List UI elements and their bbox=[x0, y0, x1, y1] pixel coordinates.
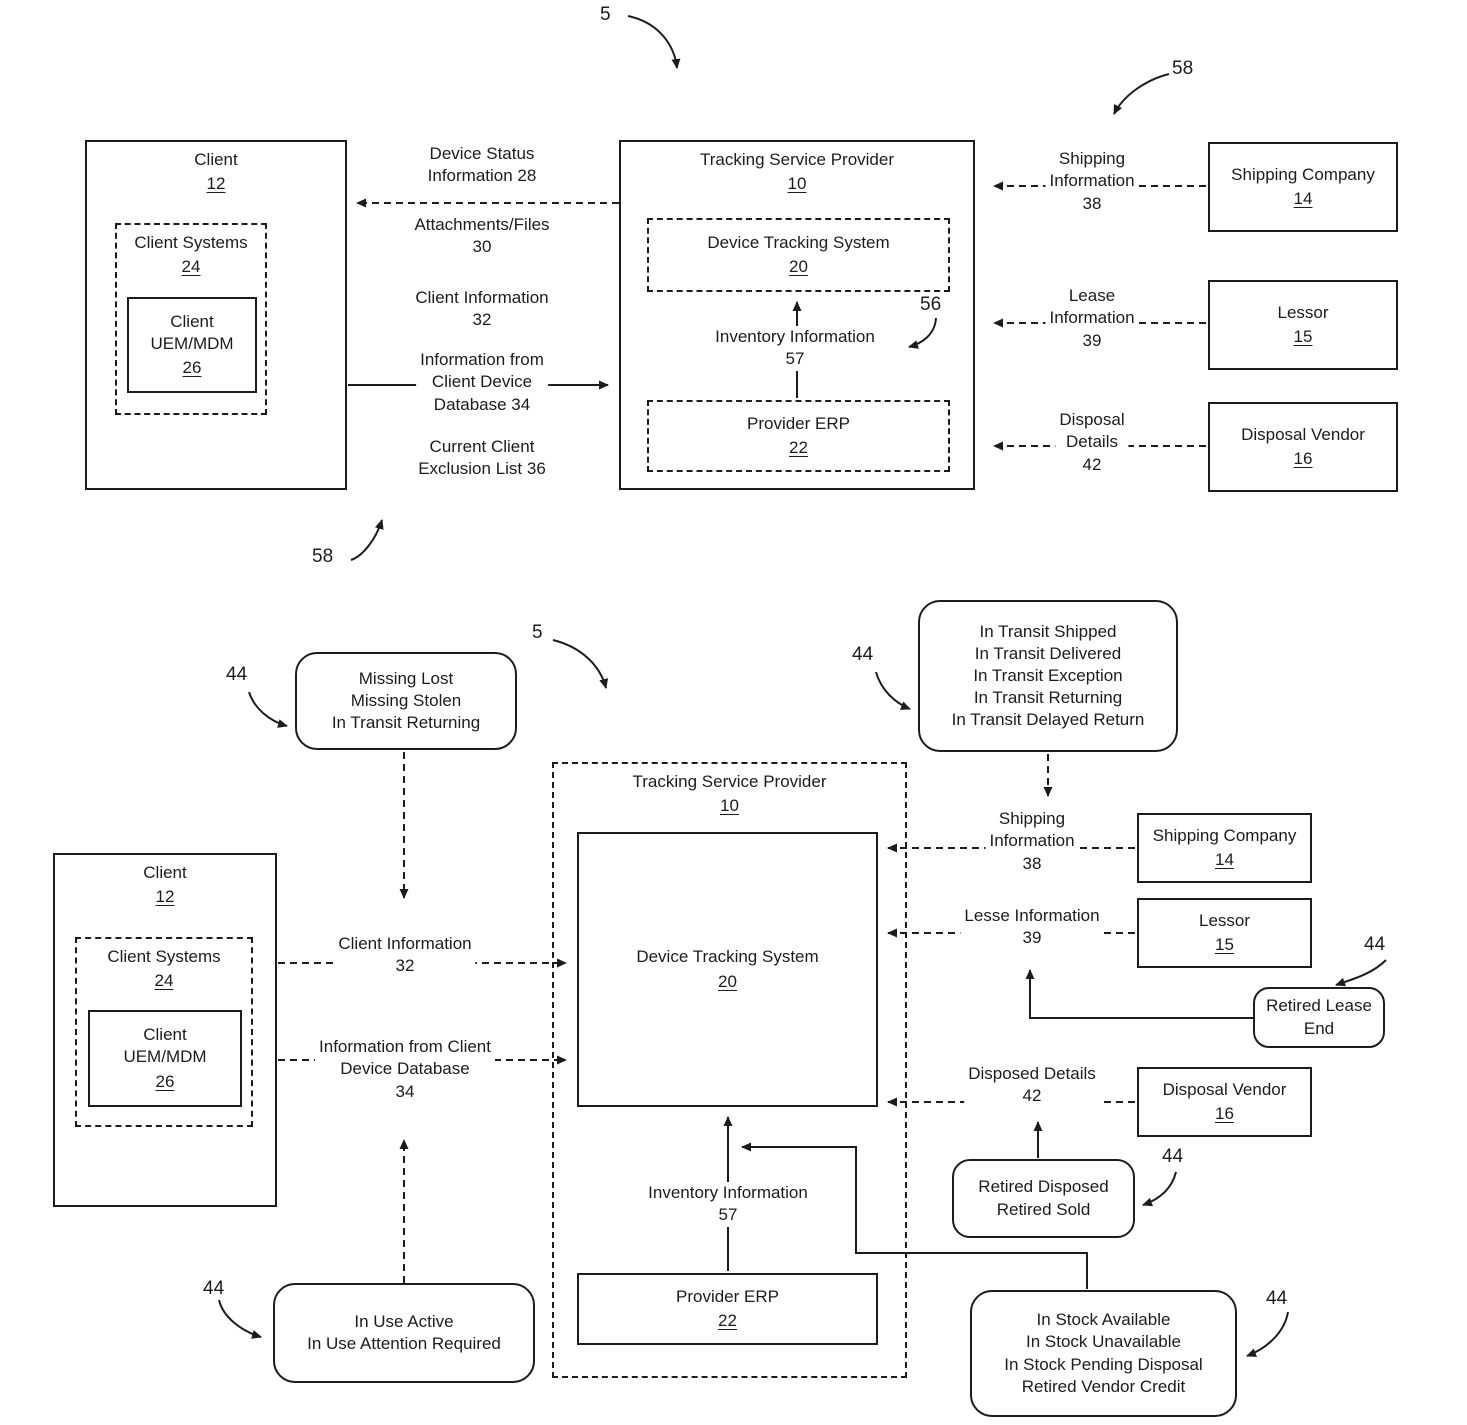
top-disposal-vendor-title: Disposal Vendor bbox=[1241, 424, 1365, 444]
ref-arrow-fig5-top bbox=[628, 16, 677, 68]
label-lease-information-bottom: Lesse Information 39 bbox=[960, 905, 1103, 950]
bottom-shipping-company-title: Shipping Company bbox=[1152, 825, 1297, 845]
top-client-uem-title: Client UEM/MDM bbox=[150, 311, 234, 353]
label-shipping-information-top: Shipping Information 38 bbox=[1045, 148, 1138, 215]
top-lessor-title: Lessor bbox=[1277, 302, 1329, 322]
status-box-retired-disposed-text: Retired Disposed Retired Sold bbox=[978, 1177, 1109, 1219]
ref-arrow-58-top-right bbox=[1114, 74, 1169, 114]
top-client-systems-title: Client Systems bbox=[134, 233, 248, 252]
bottom-client-num: 12 bbox=[155, 887, 175, 907]
bottom-client-systems-num: 24 bbox=[154, 971, 174, 991]
top-client-uem-num: 26 bbox=[182, 358, 202, 378]
ref-arrow-44-in-transit bbox=[876, 672, 910, 709]
ref-arrow-44-retired-lease bbox=[1336, 960, 1386, 985]
ref-58-bottom-left: 58 bbox=[312, 546, 334, 567]
label-client-information-top: Client Information 32 bbox=[415, 288, 549, 330]
label-disposal-details-top: Disposal Details 42 bbox=[1055, 409, 1128, 476]
top-client-systems-num: 24 bbox=[181, 257, 201, 277]
ref-arrow-56 bbox=[909, 318, 936, 347]
status-box-in-transit-text: In Transit Shipped In Transit Delivered In Transit Exception In Transit Returning In Transit Delayed Return bbox=[951, 621, 1145, 730]
status-box-retired-lease bbox=[1253, 987, 1385, 1048]
ref-58-top-right: 58 bbox=[1172, 58, 1194, 79]
bottom-erp-num: 22 bbox=[718, 1311, 737, 1330]
bottom-shipping-company-num: 14 bbox=[1215, 850, 1234, 869]
ref-44-retired-disposed: 44 bbox=[1162, 1146, 1184, 1167]
bottom-erp-title: Provider ERP bbox=[676, 1286, 779, 1306]
status-box-retired-lease-text: Retired Lease End bbox=[1266, 996, 1372, 1038]
bottom-tsp-num: 10 bbox=[720, 796, 739, 816]
ref-arrow-44-retired-disposed bbox=[1143, 1172, 1176, 1205]
label-info-from-client-db-bottom: Information from Client Device Database 34 bbox=[315, 1036, 495, 1103]
bottom-dts-num: 20 bbox=[718, 971, 737, 991]
top-lessor-num: 15 bbox=[1293, 327, 1313, 346]
label-shipping-information-bottom: Shipping Information 38 bbox=[985, 808, 1078, 875]
label-inventory-information-top: Inventory Information 57 bbox=[711, 326, 879, 371]
bottom-disposal-vendor-num: 16 bbox=[1215, 1104, 1234, 1123]
status-box-in-stock-text: In Stock Available In Stock Unavailable In Stock Pending Disposal Retired Vendor Credit bbox=[1004, 1310, 1203, 1396]
status-box-retired-disposed bbox=[952, 1159, 1135, 1238]
ref-arrow-58-bottom-left bbox=[351, 520, 382, 560]
bottom-disposal-vendor-title: Disposal Vendor bbox=[1162, 1079, 1287, 1099]
bottom-dts-title: Device Tracking System bbox=[636, 947, 819, 967]
ref-arrow-44-missing bbox=[249, 692, 287, 726]
ref-44-in-stock: 44 bbox=[1266, 1288, 1288, 1309]
label-info-from-client-db-top: Information from Client Device Database 34 bbox=[416, 349, 548, 416]
top-shipping-company-title: Shipping Company bbox=[1231, 164, 1375, 184]
status-box-in-stock bbox=[970, 1290, 1237, 1417]
status-box-missing bbox=[295, 652, 517, 750]
ref-arrow-44-in-use bbox=[219, 1300, 261, 1337]
top-dts-num: 20 bbox=[789, 257, 808, 276]
bottom-lessor-num: 15 bbox=[1215, 935, 1234, 954]
label-device-status-information: Device Status Information 28 bbox=[427, 144, 537, 186]
bottom-tsp-title: Tracking Service Provider bbox=[632, 772, 827, 791]
label-disposed-details-bottom: Disposed Details 42 bbox=[964, 1063, 1100, 1108]
label-current-client-exclusion-list: Current Client Exclusion List 36 bbox=[418, 437, 546, 479]
bottom-lessor-title: Lessor bbox=[1198, 910, 1251, 930]
label-client-information-bottom: Client Information 32 bbox=[334, 933, 475, 978]
ref-arrow-44-in-stock bbox=[1247, 1312, 1288, 1356]
bottom-client-systems-title: Client Systems bbox=[107, 947, 221, 966]
top-tsp-title: Tracking Service Provider bbox=[700, 150, 894, 169]
ref-44-missing: 44 bbox=[226, 664, 248, 685]
top-tsp-num: 10 bbox=[787, 174, 807, 194]
bottom-client-uem-title: Client UEM/MDM bbox=[123, 1025, 207, 1067]
status-box-missing-text: Missing Lost Missing Stolen In Transit Returning bbox=[331, 668, 481, 733]
top-dts-title: Device Tracking System bbox=[707, 232, 890, 252]
flow-retired-lease-to-lease-info bbox=[1030, 970, 1253, 1018]
label-lease-information-top: Lease Information 39 bbox=[1045, 285, 1138, 352]
bottom-client-title: Client bbox=[143, 863, 187, 882]
ref-44-retired-lease: 44 bbox=[1364, 934, 1386, 955]
top-disposal-vendor-num: 16 bbox=[1293, 449, 1313, 468]
label-inventory-information-bottom: Inventory Information 57 bbox=[644, 1182, 812, 1227]
top-shipping-company-num: 14 bbox=[1293, 189, 1313, 208]
top-erp-num: 22 bbox=[789, 438, 808, 457]
status-box-in-use bbox=[273, 1283, 535, 1383]
label-attachments-files: Attachments/Files 30 bbox=[414, 215, 550, 257]
ref-fig5-bottom: 5 bbox=[532, 622, 543, 643]
top-client-title: Client bbox=[194, 150, 238, 169]
ref-arrow-fig5-bottom bbox=[553, 640, 606, 688]
status-box-in-use-text: In Use Active In Use Attention Required bbox=[307, 1311, 501, 1353]
ref-44-in-use: 44 bbox=[203, 1278, 225, 1299]
top-client-num: 12 bbox=[206, 174, 226, 194]
status-box-in-transit bbox=[918, 600, 1178, 752]
bottom-client-uem-num: 26 bbox=[155, 1071, 175, 1091]
ref-fig5-top: 5 bbox=[600, 4, 611, 25]
top-erp-title: Provider ERP bbox=[747, 413, 850, 433]
ref-56-inventory: 56 bbox=[920, 294, 942, 315]
ref-44-in-transit: 44 bbox=[852, 644, 874, 665]
